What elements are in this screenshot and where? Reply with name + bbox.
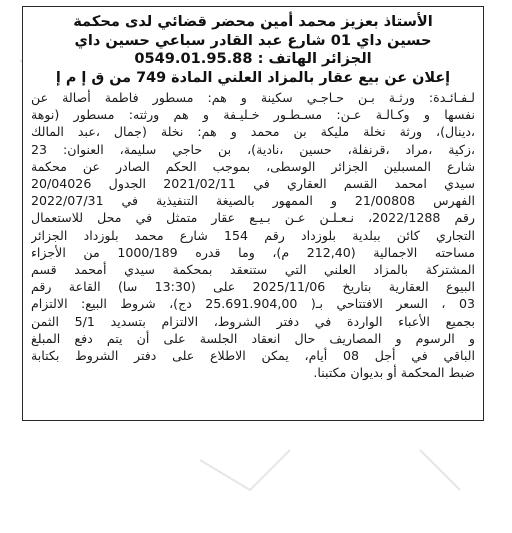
- notice-body-line: ضبط المحكمة أو بديوان مكتبنا.: [313, 365, 475, 381]
- notice-body-line: نفسها و وكـالـة عـن: مسـطـور خـليـفة و هم ورثته: مسطور (نوهة: [31, 107, 475, 123]
- notice-body-line: ،زكية ،مراد ،قرنفلة، حسين ،نادية)، بن حاجي سليمة، العنوان: 23: [31, 141, 475, 157]
- notice-body-line: سيدي امحمد القسم العقاري في 2021/02/11 الجدول 20/04026: [31, 176, 475, 192]
- notice-body-line: المشتركة بالمزاد العلني التي ستنعقد بمحكمة سيدي أمحمد قسم: [31, 262, 475, 278]
- notice-body-line: بجميع الأعباء الواردة في دفتر الشروط، الالتزام بتسديد 5/1 الثمن: [31, 313, 475, 329]
- notice-body-line: الباقي في أجل 08 أيام، يمكن الاطلاع على دفتر الشروط بكتابة: [31, 348, 475, 364]
- bailiff-address-line: حسين داي 01 شارع عبد القادر سباعي حسين داي: [74, 31, 432, 49]
- notice-body-line: رقم 2022/1288، نـعـلـن عـن بـيـع عقار متمثل في محل للاستعمال: [31, 210, 475, 226]
- notice-body-line: البيوع العقارية بتاريخ 2025/11/06 على (13:30 سا) القاعة رقم: [31, 279, 475, 295]
- bailiff-name-line: الأستاذ بعزيز محمد أمين محضر قضائي لدى محكمة: [73, 13, 433, 30]
- notice-body-line: التجاري كائن ببلدية بلوزداد رقم 154 شارع محمد بلوزداد الجزائر: [31, 227, 475, 243]
- notice-body-line: ،دينال)، ورثة نخلة مليكة بن محمد و هم: نخلة (جمال ،عبد المالك: [31, 124, 475, 140]
- notice-header: [31, 13, 475, 87]
- notice-body-line: 03 ، السعر الافتتاحي بـ( 25.691.904,00 دج)، شروط البيع: الالتزام: [31, 296, 475, 312]
- notice-body-line: مساحته الاجمالية (212,40 م)، وما قدره 1000/189 من الأجزاء: [31, 244, 475, 260]
- notice-body-line: شارع المسبلين الجزائر الوسطى، بموجب الحكم الصادر عن محكمة: [31, 158, 475, 174]
- legal-notice-box: [22, 6, 484, 421]
- notice-body-line: و الرسوم و المصاريف حال انعقاد الجلسة على أن يتم دفع المبلغ: [31, 330, 475, 346]
- notice-body-line: الفهرس 21/00808 و الممهور بالصيغة التنفيذية في 2022/07/31: [31, 193, 475, 209]
- bailiff-phone-line: الجزائر الهاتف : 0549.01.95.88: [134, 50, 372, 67]
- notice-body-line: لـفـائـدة: ورثـة بـن حـاجـي سكينة و هم: مسطور فاطمة أصالة عن: [31, 90, 475, 105]
- notice-title: إعلان عن بيع عقار بالمزاد العلني المادة 749 من ق إ م إ: [55, 69, 451, 86]
- notice-body: [31, 89, 475, 381]
